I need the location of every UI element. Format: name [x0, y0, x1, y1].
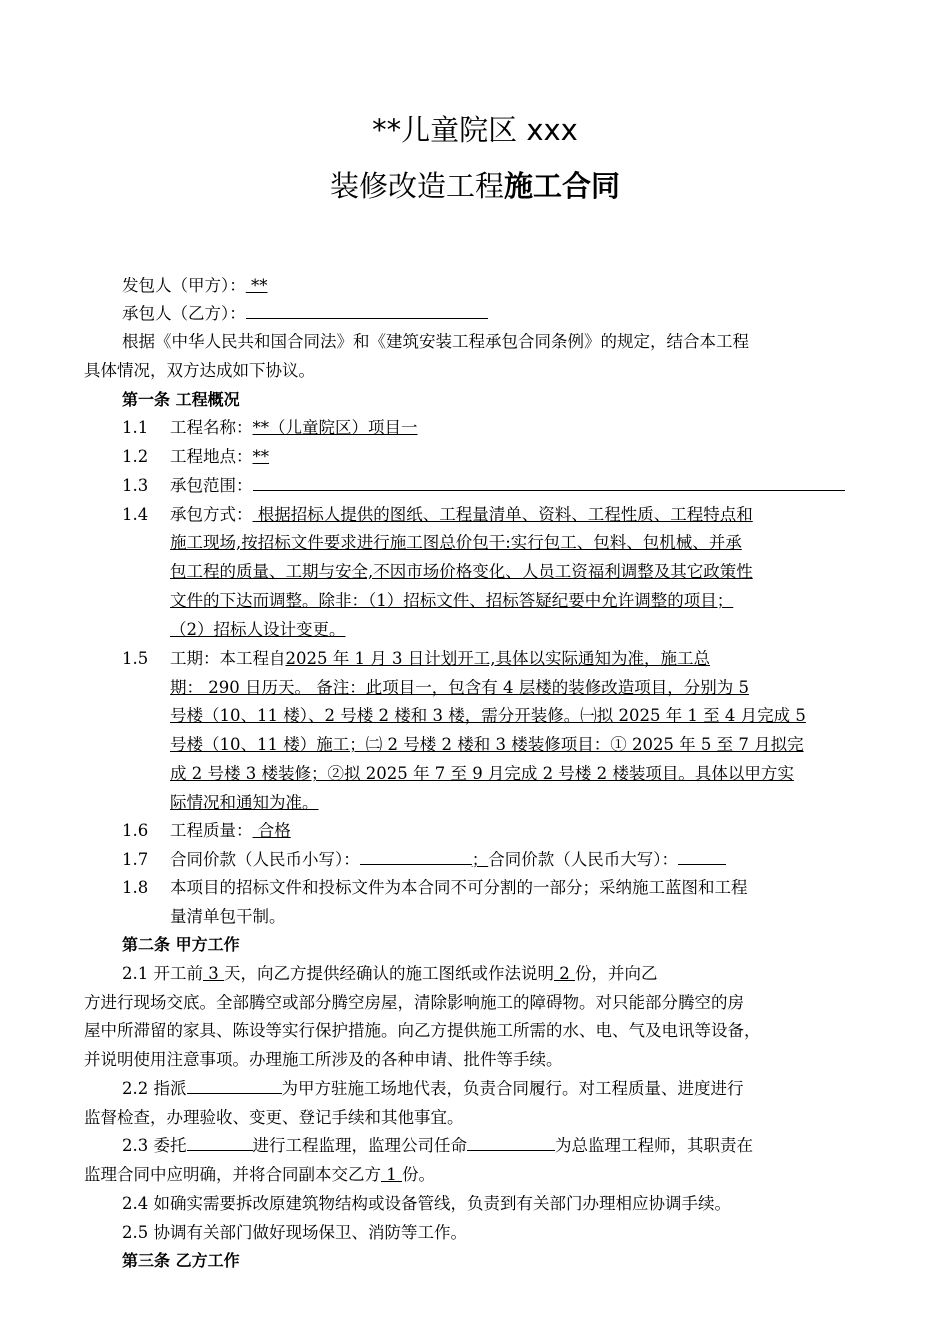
- party-b-line: [122, 299, 488, 328]
- clause-1-4-line1: [170, 500, 753, 529]
- document-title-line1: **儿童院区 xxx: [372, 113, 578, 147]
- clause-1-4-line5: （2）招标人设计变更。: [170, 620, 346, 639]
- clause-2-3-line2-a: 监理合同中应明确，并将合同副本交乙方: [84, 1165, 381, 1184]
- clause-1-1-label: 工程名称：: [170, 418, 253, 437]
- start-date-value: 2025 年 1 月 3 日: [285, 649, 425, 668]
- clause-2-3-c: 为总监理工程师，其职责在: [555, 1136, 753, 1155]
- clause-2-3-b: 进行工程监理，监理公司任命: [252, 1136, 467, 1155]
- clause-2-2-b: 为甲方驻施工场地代表，负责合同履行。对工程质量、进度进行: [281, 1079, 744, 1098]
- clause-2-2-line1: [122, 1074, 744, 1103]
- clause-1-5-line1: [170, 644, 710, 673]
- clause-1-5-line4: 号楼（10、11 楼）施工；㈡ 2 号楼 2 楼和 3 楼装修项目：① 2025 年 5 至 7 月拟完: [170, 735, 804, 754]
- clause-1-4-line4: 文件的下达而调整。除非：（1）招标文件、招标答疑纪要中允许调整的项目；: [170, 591, 734, 610]
- clause-2-2-line2: 监督检查，办理验收、变更、登记手续和其他事宜。: [84, 1108, 464, 1127]
- clause-2-5: 2.5 协调有关部门做好现场保卫、消防等工作。: [122, 1223, 467, 1242]
- clause-1-5-line2: 期： 290 日历天。 备注：此项目一，包含有 4 层楼的装修改造项目，分别为 5: [170, 678, 749, 697]
- clause-2-3-line2-b: 份。: [402, 1165, 435, 1184]
- clause-2-1-line4: 并说明使用注意事项。办理施工所涉及的各种申请、批件等手续。: [84, 1050, 563, 1069]
- clause-1-7-number: 1.7: [122, 850, 149, 869]
- article1-heading: 第一条 工程概况: [122, 390, 240, 409]
- clause-1-1: [170, 413, 418, 442]
- clause-1-3-number: 1.3: [122, 476, 149, 495]
- clause-1-5-line5: 成 2 号楼 3 楼装修；②拟 2025 年 7 至 9 月完成 2 号楼 2 楼装项目。具体以甲方实: [170, 764, 794, 783]
- quality-value: 合格: [252, 821, 291, 840]
- clause-1-2: [170, 442, 269, 471]
- clause-2-3-line2: [84, 1160, 435, 1189]
- clause-1-5-line6: 际情况和通知为准。: [170, 793, 319, 812]
- clause-1-3-label: 承包范围：: [170, 476, 253, 495]
- article2-heading: 第二条 甲方工作: [122, 935, 240, 954]
- price-small-blank: [360, 847, 472, 865]
- document-title-line2: [0, 164, 950, 205]
- days-before-value: 3: [203, 964, 224, 983]
- chief-engineer-blank: [467, 1133, 555, 1151]
- clause-1-5-label: 工期：本工程自: [170, 649, 286, 668]
- clause-1-6: [170, 816, 291, 845]
- clause-1-8-number: 1.8: [122, 878, 149, 897]
- clause-1-4-line2: 施工现场,按招标文件要求进行施工图总价包干:实行包工、包料、包机械、并承: [170, 533, 742, 552]
- price-small-label: 合同价款（人民币小写）：: [170, 850, 360, 869]
- scope-blank: [253, 473, 845, 491]
- price-semicolon: ；: [471, 850, 489, 869]
- party-a-label: 发包人（甲方）：: [122, 276, 246, 295]
- project-name-value: **（儿童院区）项目一: [252, 418, 418, 437]
- clause-1-4-line3: 包工程的质量、工期与安全,不因市场价格变化、人员工资福利调整及其它政策性: [170, 562, 753, 581]
- clause-2-1-line2: 方进行现场交底。全部腾空或部分腾空房屋，清除影响施工的障碍物。对只能部分腾空的房: [84, 993, 744, 1012]
- title-part-a: 装修改造工程: [329, 169, 504, 203]
- intro-line1: 根据《中华人民共和国合同法》和《建筑安装工程承包合同条例》的规定，结合本工程: [122, 332, 749, 351]
- clause-1-8-line1: 本项目的招标文件和投标文件为本合同不可分割的一部分；采纳施工蓝图和工程: [170, 878, 748, 897]
- clause-1-7: [170, 845, 726, 874]
- clause-1-5-line3: 号楼（10、11 楼）、2 号楼 2 楼和 3 楼，需分开装修。㈠拟 2025 年 1 至 4 月完成 5: [170, 706, 806, 725]
- clause-2-1-a: 2.1 开工前: [122, 964, 203, 983]
- clause-1-5-number: 1.5: [122, 649, 149, 668]
- clause-1-6-number: 1.6: [122, 821, 149, 840]
- clause-1-4-label: 承包方式：: [170, 505, 253, 524]
- clause-1-2-label: 工程地点：: [170, 447, 253, 466]
- contract-copies-value: 1: [381, 1165, 402, 1184]
- clause-1-5-rest: 计划开工,具体以实际通知为准，施工总: [424, 649, 710, 668]
- title-part-b: 施工合同: [504, 169, 621, 203]
- clause-2-1-c: 份，并向乙: [575, 964, 658, 983]
- clause-2-1-b: 天，向乙方提供经确认的施工图纸或作法说明: [224, 964, 554, 983]
- party-b-label: 承包人（乙方）：: [122, 304, 246, 323]
- clause-2-3-a: 2.3 委托: [122, 1136, 187, 1155]
- clause-2-1-line3: 屋中所滞留的家具、陈设等实行保护措施。向乙方提供施工所需的水、电、气及电讯等设备，: [84, 1021, 761, 1040]
- party-a-value: **: [245, 276, 268, 295]
- clause-2-3-line1: [122, 1131, 753, 1160]
- price-big-label: 合同价款（人民币大写）：: [488, 850, 678, 869]
- clause-2-4: 2.4 如确实需要拆改原建筑物结构或设备管线，负责到有关部门办理相应协调手续。: [122, 1194, 731, 1213]
- price-big-blank: [678, 847, 726, 865]
- party-b-blank: [246, 301, 488, 319]
- clause-1-3: [170, 471, 845, 500]
- clause-1-8-line2: 量清单包干制。: [170, 907, 286, 926]
- supervisor-company-blank: [187, 1133, 253, 1151]
- intro-line2: 具体情况，双方达成如下协议。: [84, 361, 315, 380]
- clause-2-1-line1: [122, 959, 658, 988]
- article3-heading: 第三条 乙方工作: [122, 1251, 240, 1270]
- clause-1-1-number: 1.1: [122, 418, 149, 437]
- party-a-line: [122, 271, 268, 300]
- representative-blank: [187, 1076, 282, 1094]
- clause-1-2-number: 1.2: [122, 447, 149, 466]
- drawing-copies-value: 2: [554, 964, 575, 983]
- project-location-value: **: [252, 447, 269, 466]
- clause-1-4-number: 1.4: [122, 505, 149, 524]
- clause-2-2-a: 2.2 指派: [122, 1079, 187, 1098]
- clause-1-6-label: 工程质量：: [170, 821, 253, 840]
- contract-method-text: 根据招标人提供的图纸、工程量清单、资料、工程性质、工程特点和: [252, 505, 753, 524]
